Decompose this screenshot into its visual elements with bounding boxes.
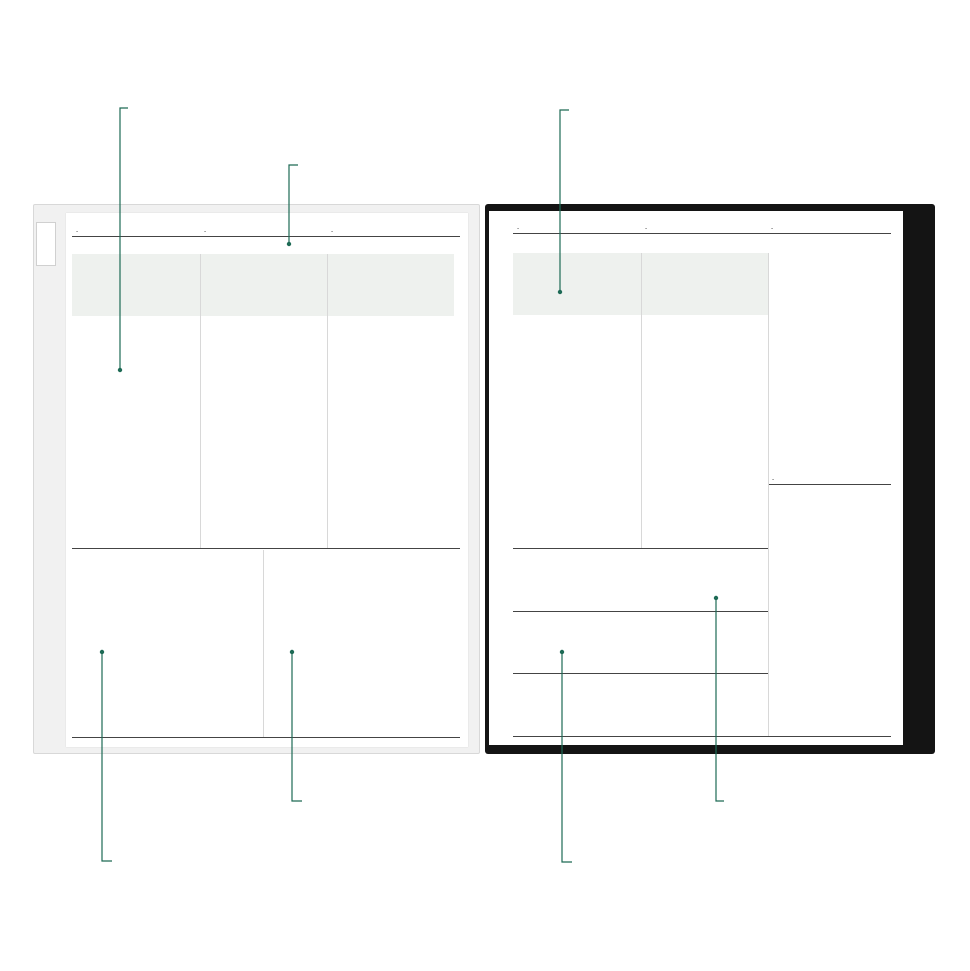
leader-personal-checklist (292, 652, 302, 801)
leader-daily-top-3 (560, 110, 569, 292)
day-header-saturday: - (771, 225, 774, 232)
day-header-thursday: - (517, 225, 520, 232)
leader-daily-water-intake (289, 165, 298, 244)
day-header-friday: - (645, 225, 648, 232)
day-header-wednesday: - (331, 228, 334, 235)
leader-habit-tracker (716, 598, 724, 801)
leader-schedule-overview (120, 108, 128, 370)
day-header-tuesday: - (204, 228, 207, 235)
day-header-monday: - (76, 228, 79, 235)
leader-work-checklist (102, 652, 112, 861)
day-header-sunday: - (772, 476, 775, 483)
leader-secondary-priorities (562, 652, 572, 862)
